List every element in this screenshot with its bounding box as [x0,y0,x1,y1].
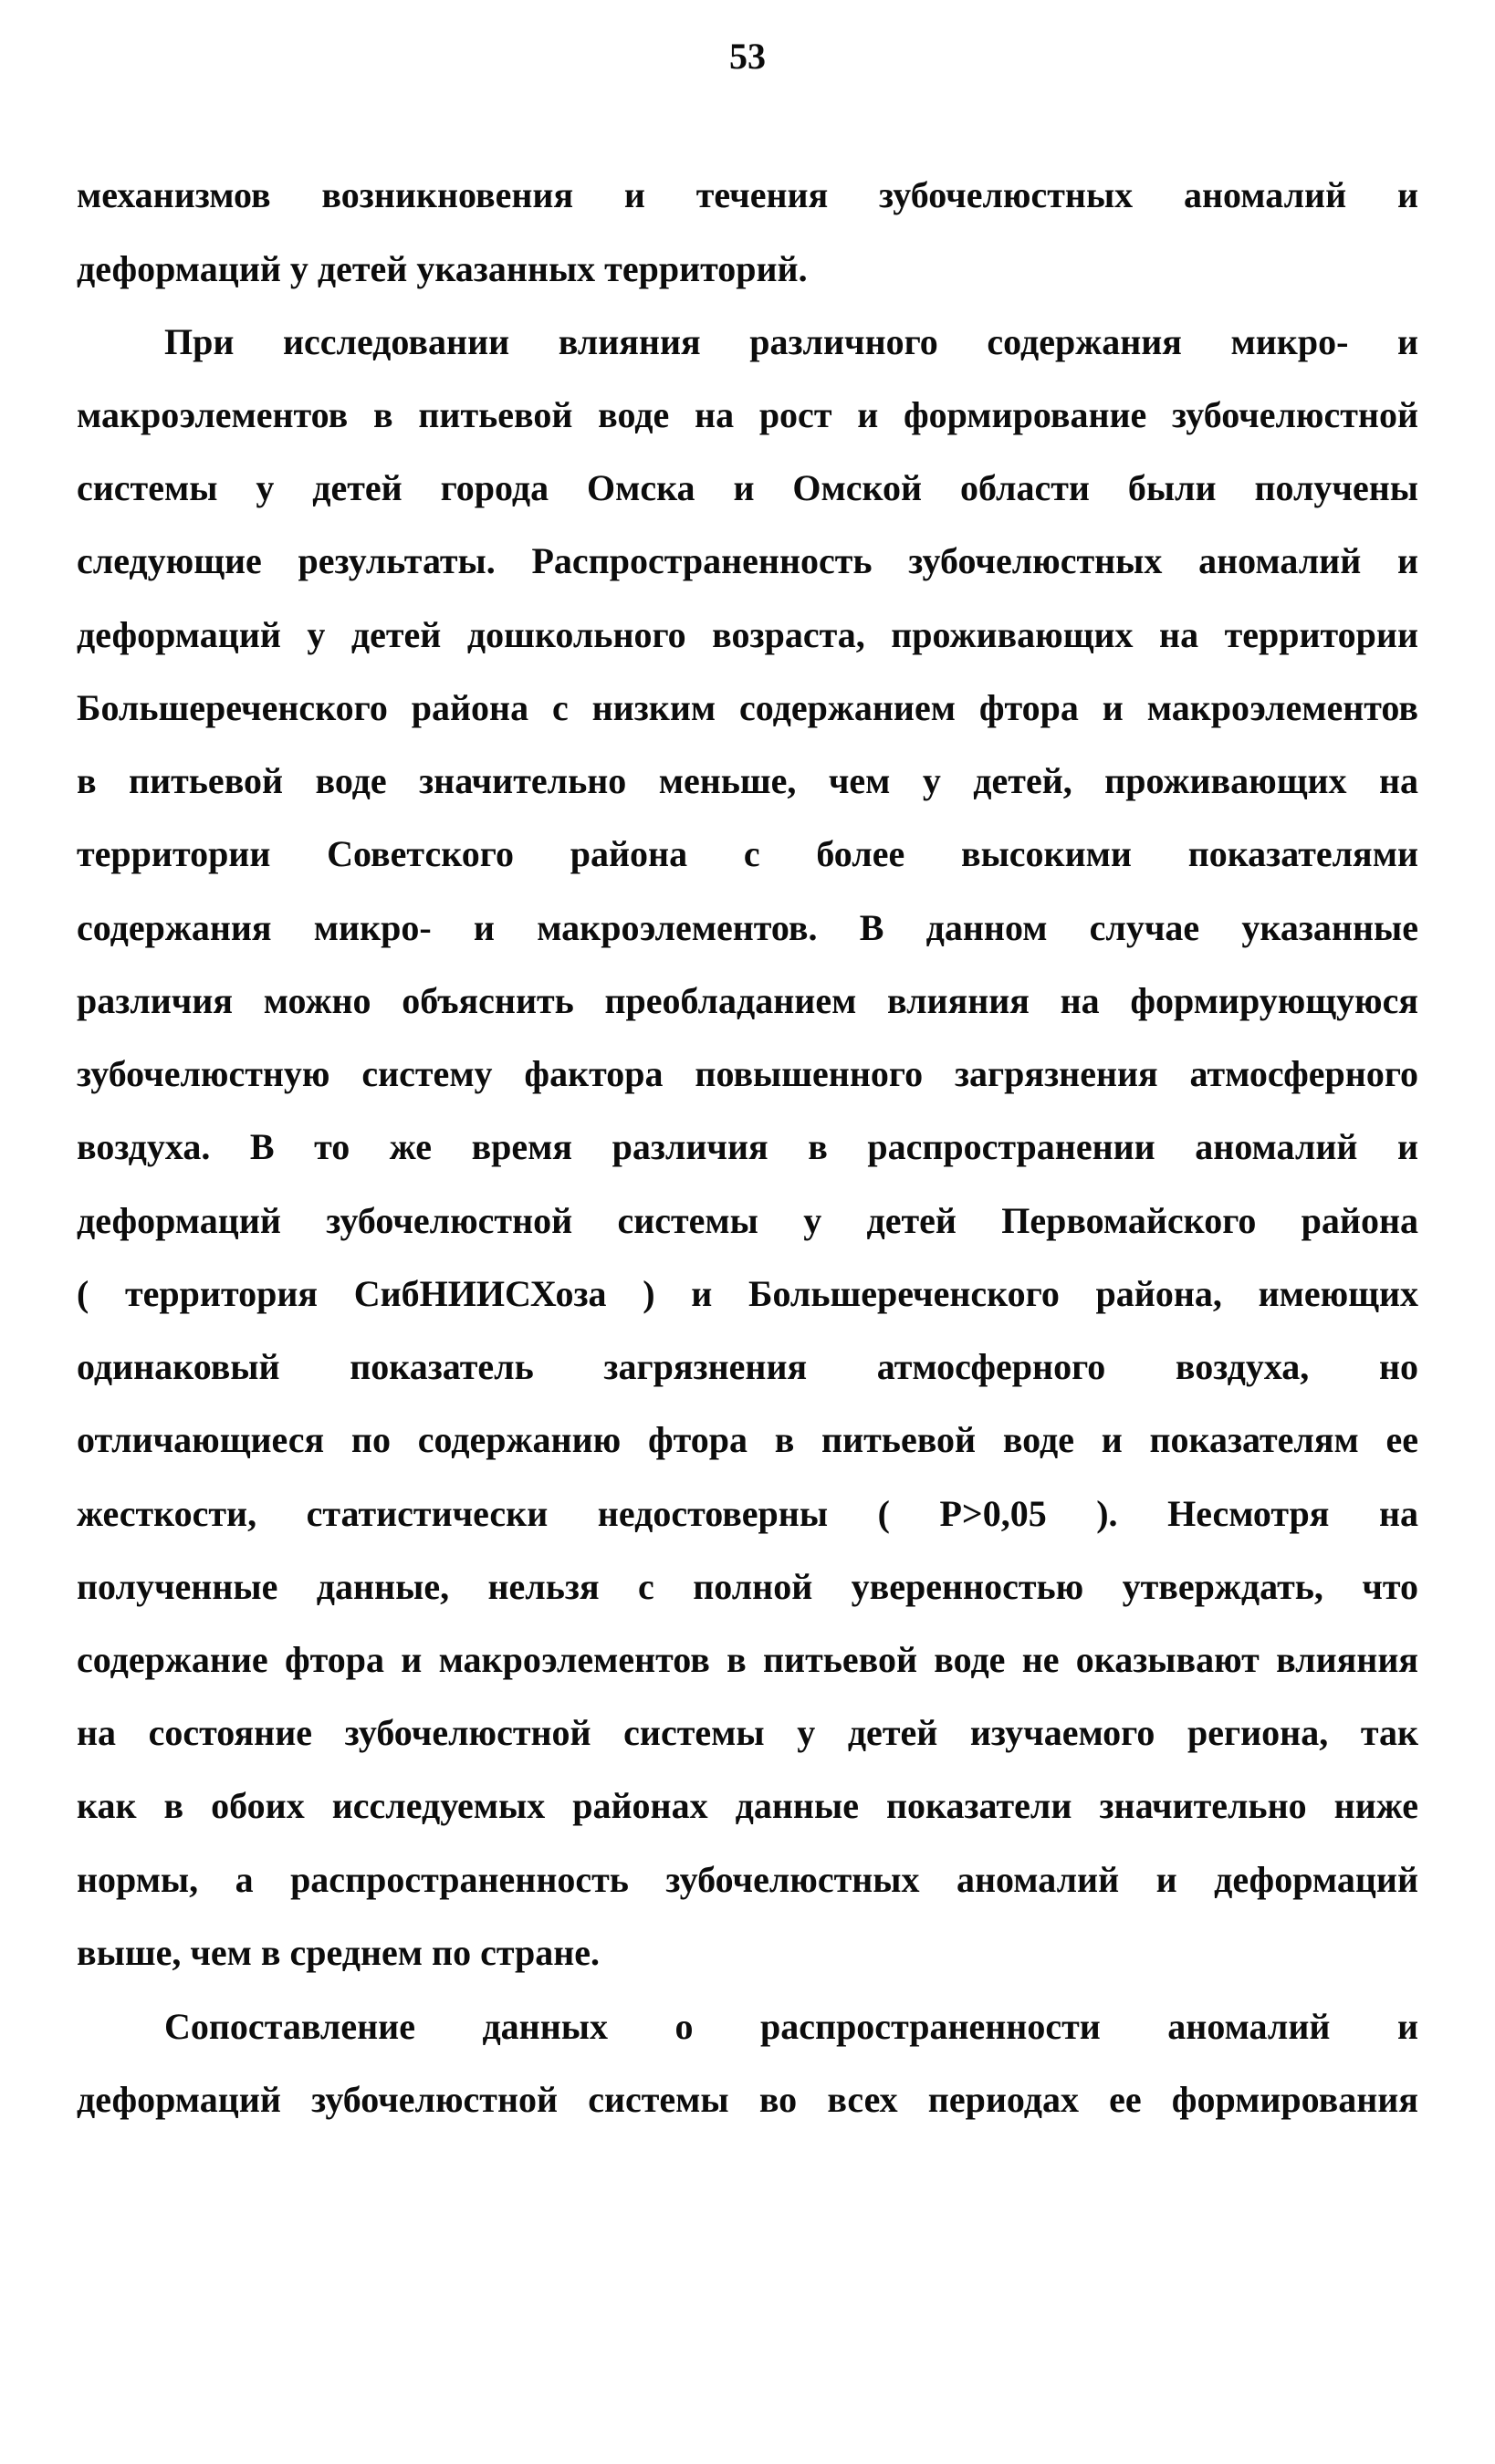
text-line: территории Советского района с более высокими показателями [77,833,1418,874]
text-line: воздуха. В то же время различия в распространении аномалий и [77,1126,1418,1167]
text-line: следующие результаты. Распространенность зубочелюстных аномалий и [77,540,1418,581]
text-line: различия можно объяснить преобладанием влияния на формирующуюся [77,980,1418,1021]
paragraph-start-line: Сопоставление данных о распространенности аномалий и [164,2006,1418,2047]
text-line: содержания микро- и макроэлементов. В данном случае указанные [77,907,1418,948]
text-line: деформаций зубочелюстной системы у детей Первомайского района [77,1200,1418,1241]
text-line: одинаковый показатель загрязнения атмосферного воздуха, но [77,1346,1418,1387]
text-line: нормы, а распространенность зубочелюстных аномалий и деформаций [77,1859,1418,1900]
text-line: Большереченского района с низким содержанием фтора и макроэлементов [77,687,1418,728]
text-line: макроэлементов в питьевой воде на рост и формирование зубочелюстной [77,394,1418,435]
text-line: механизмов возникновения и течения зубочелюстных аномалий и [77,174,1418,215]
text-line: полученные данные, нельзя с полной уверенностью утверждать, что [77,1566,1418,1607]
text-line: ( территория СибНИИСХоза ) и Большереченского района, имеющих [77,1273,1418,1314]
text-line: отличающиеся по содержанию фтора в питьевой воде и показателям ее [77,1419,1418,1460]
text-line: выше, чем в среднем по стране. [77,1932,601,1973]
text-line: зубочелюстную систему фактора повышенного загрязнения атмосферного [77,1053,1418,1094]
paragraph-start-line: При исследовании влияния различного содержания микро- и [164,321,1418,362]
text-line: деформаций у детей дошкольного возраста, проживающих на территории [77,614,1418,655]
text-line: в питьевой воде значительно меньше, чем у детей, проживающих на [77,760,1418,801]
text-line: деформаций у детей указанных территорий. [77,248,808,289]
text-line: жесткости, статистически недостоверны ( Р>0,05 ). Несмотря на [77,1493,1418,1534]
text-line: деформаций зубочелюстной системы во всех периодах ее формирования [77,2079,1418,2120]
text-line: содержание фтора и макроэлементов в питьевой воде не оказывают влияния [77,1639,1418,1680]
page-number: 53 [729,36,766,77]
text-line: системы у детей города Омска и Омской области были получены [77,467,1418,508]
text-line: на состояние зубочелюстной системы у детей изучаемого региона, так [77,1712,1418,1753]
text-line: как в обоих исследуемых районах данные показатели значительно ниже [77,1785,1418,1826]
